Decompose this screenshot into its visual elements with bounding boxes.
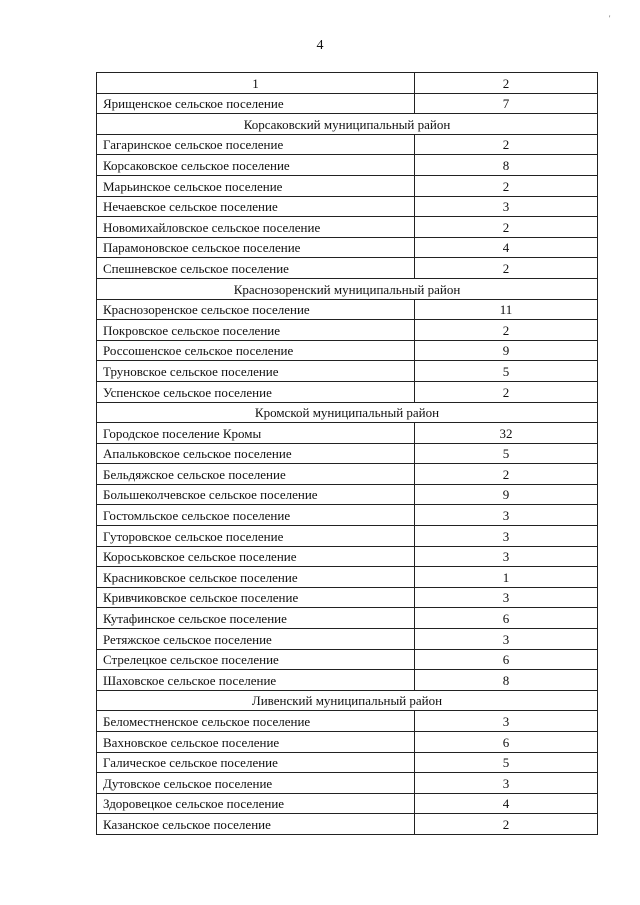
table-row <box>97 670 598 691</box>
settlement-value: 2 <box>415 217 598 238</box>
table-row <box>97 526 598 547</box>
table-row <box>97 258 598 279</box>
settlement-value: 9 <box>415 484 598 505</box>
table-row <box>97 361 598 382</box>
settlement-value: 2 <box>415 320 598 341</box>
settlement-name: Дутовское сельское поселение <box>97 773 415 794</box>
settlement-name: Марьинское сельское поселение <box>97 175 415 196</box>
settlement-name: Успенское сельское поселение <box>97 381 415 402</box>
settlement-name: Красниковское сельское поселение <box>97 567 415 588</box>
table-row <box>97 608 598 629</box>
district-name: Ливенский муниципальный район <box>97 690 598 711</box>
settlement-value: 4 <box>415 237 598 258</box>
settlement-name: Здоровецкое сельское поселение <box>97 793 415 814</box>
settlement-value: 3 <box>415 587 598 608</box>
table-row <box>97 217 598 238</box>
table-row <box>97 649 598 670</box>
settlement-name: Галическое сельское поселение <box>97 752 415 773</box>
table-row <box>97 773 598 794</box>
table-row <box>97 464 598 485</box>
settlement-value: 3 <box>415 526 598 547</box>
table-row <box>97 567 598 588</box>
settlement-name: Ретяжское сельское поселение <box>97 629 415 650</box>
settlement-name: Труновское сельское поселение <box>97 361 415 382</box>
settlement-value: 2 <box>415 258 598 279</box>
district-name: Краснозоренский муниципальный район <box>97 278 598 299</box>
settlement-name: Парамоновское сельское поселение <box>97 237 415 258</box>
settlement-value: 5 <box>415 752 598 773</box>
table-row <box>97 484 598 505</box>
table-row <box>97 752 598 773</box>
settlement-name: Покровское сельское поселение <box>97 320 415 341</box>
settlement-name: Казанское сельское поселение <box>97 814 415 835</box>
page-number: 4 <box>316 38 324 53</box>
settlement-name: Краснозоренское сельское поселение <box>97 299 415 320</box>
settlement-name: Россошенское сельское поселение <box>97 340 415 361</box>
table-row <box>97 443 598 464</box>
settlement-name: Кутафинское сельское поселение <box>97 608 415 629</box>
settlement-name: Спешневское сельское поселение <box>97 258 415 279</box>
settlement-name: Нечаевское сельское поселение <box>97 196 415 217</box>
table-row <box>97 793 598 814</box>
settlement-name: Кривчиковское сельское поселение <box>97 587 415 608</box>
settlement-name: Большеколчевское сельское поселение <box>97 484 415 505</box>
table-row <box>97 732 598 753</box>
table-row <box>97 237 598 258</box>
settlement-name: Городское поселение Кромы <box>97 423 415 444</box>
table-row <box>97 629 598 650</box>
corner-mark: ' <box>609 14 611 23</box>
table-row <box>97 505 598 526</box>
district-header-row <box>97 690 598 711</box>
settlement-name: Гагаринское сельское поселение <box>97 134 415 155</box>
column-header-2: 2 <box>415 73 598 94</box>
settlement-value: 3 <box>415 629 598 650</box>
settlement-value: 3 <box>415 505 598 526</box>
settlement-value: 3 <box>415 711 598 732</box>
settlement-value: 5 <box>415 443 598 464</box>
settlement-value: 6 <box>415 732 598 753</box>
settlement-value: 3 <box>415 773 598 794</box>
district-header-row <box>97 114 598 135</box>
settlement-value: 2 <box>415 814 598 835</box>
table-row <box>97 93 598 114</box>
table-header-row <box>97 73 598 94</box>
district-name: Кромской муниципальный район <box>97 402 598 423</box>
settlement-name: Новомихайловское сельское поселение <box>97 217 415 238</box>
settlement-value: 2 <box>415 175 598 196</box>
settlement-value: 6 <box>415 608 598 629</box>
table-row <box>97 711 598 732</box>
settlement-name: Бельдяжское сельское поселение <box>97 464 415 485</box>
settlement-value: 3 <box>415 196 598 217</box>
settlement-value: 5 <box>415 361 598 382</box>
table-row <box>97 814 598 835</box>
settlements-table <box>96 72 598 835</box>
settlement-value: 1 <box>415 567 598 588</box>
table-row <box>97 175 598 196</box>
settlement-name: Гостомльское сельское поселение <box>97 505 415 526</box>
settlement-value: 2 <box>415 134 598 155</box>
settlement-value: 32 <box>415 423 598 444</box>
settlement-value: 11 <box>415 299 598 320</box>
table-row <box>97 134 598 155</box>
settlement-name: Беломестненское сельское поселение <box>97 711 415 732</box>
table-row <box>97 546 598 567</box>
table-row <box>97 423 598 444</box>
district-header-row <box>97 402 598 423</box>
table-row <box>97 299 598 320</box>
table-row <box>97 340 598 361</box>
settlement-name: Корсаковское сельское поселение <box>97 155 415 176</box>
settlement-name: Стрелецкое сельское поселение <box>97 649 415 670</box>
settlement-value: 4 <box>415 793 598 814</box>
settlement-value: 2 <box>415 464 598 485</box>
table-row <box>97 381 598 402</box>
district-header-row <box>97 278 598 299</box>
settlement-name: Вахновское сельское поселение <box>97 732 415 753</box>
settlement-value: 8 <box>415 155 598 176</box>
settlement-name: Короськовское сельское поселение <box>97 546 415 567</box>
settlement-value: 8 <box>415 670 598 691</box>
column-header-1: 1 <box>97 73 415 94</box>
table-row <box>97 320 598 341</box>
settlement-name: Ярищенское сельское поселение <box>97 93 415 114</box>
settlement-value: 2 <box>415 381 598 402</box>
settlement-name: Апальковское сельское поселение <box>97 443 415 464</box>
settlement-value: 3 <box>415 546 598 567</box>
settlement-value: 9 <box>415 340 598 361</box>
settlement-name: Гуторовское сельское поселение <box>97 526 415 547</box>
settlement-name: Шаховское сельское поселение <box>97 670 415 691</box>
settlement-value: 7 <box>415 93 598 114</box>
table-row <box>97 587 598 608</box>
table-row <box>97 155 598 176</box>
settlement-value: 6 <box>415 649 598 670</box>
district-name: Корсаковский муниципальный район <box>97 114 598 135</box>
table-row <box>97 196 598 217</box>
